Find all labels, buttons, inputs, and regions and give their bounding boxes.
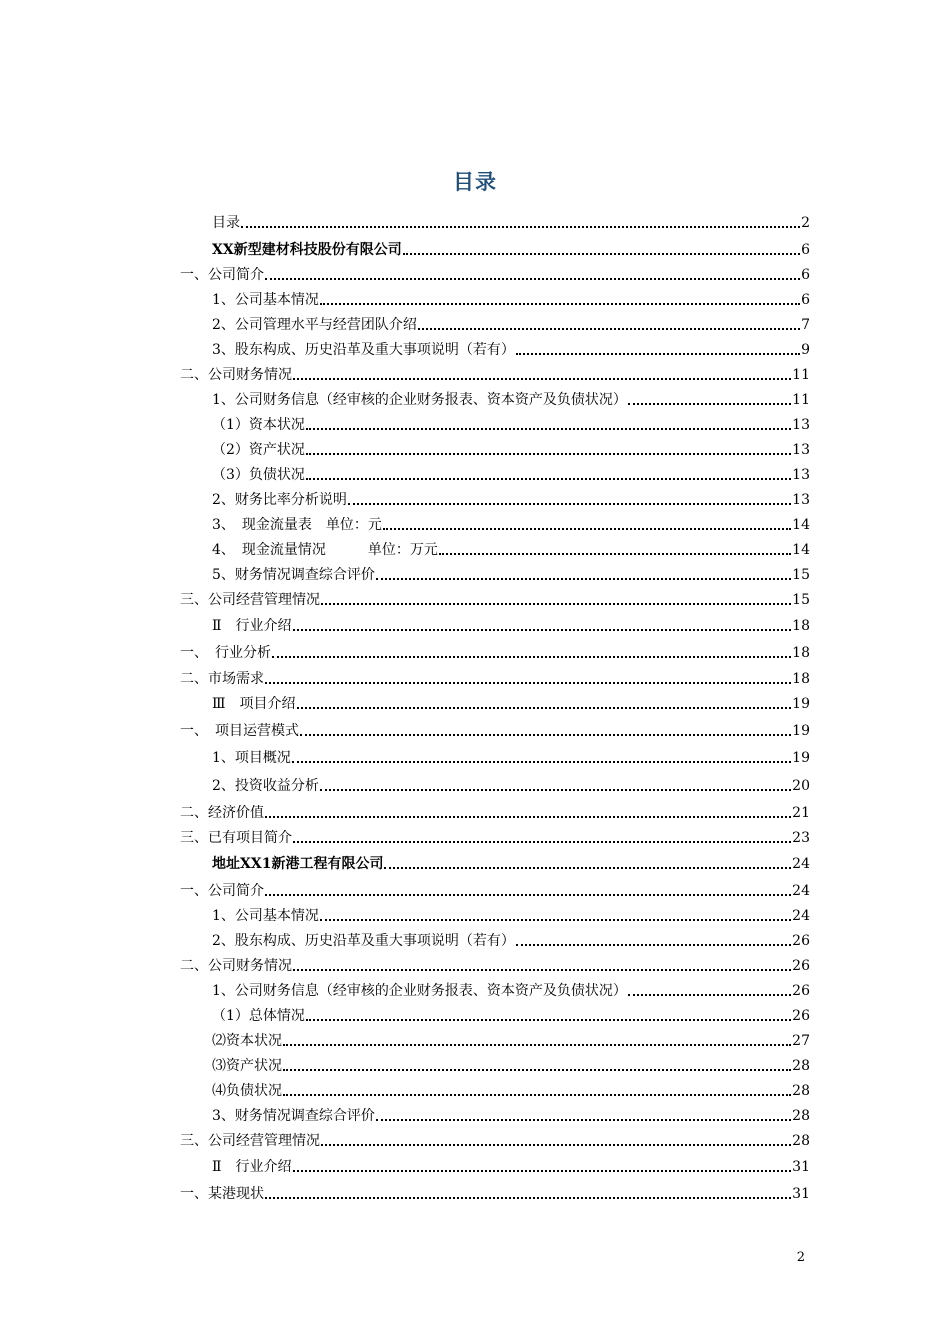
toc-entry[interactable]: [180, 287, 810, 309]
toc-entry-text: 一、公司简介: [180, 883, 264, 899]
toc-leader-dots: [418, 328, 800, 330]
toc-entry[interactable]: [180, 210, 810, 232]
toc-entry[interactable]: [180, 1154, 810, 1176]
toc-entry[interactable]: [180, 337, 810, 359]
toc-entry-page: 26: [792, 983, 810, 999]
toc-entry[interactable]: [180, 928, 810, 950]
toc-leader-dots: [283, 1094, 791, 1096]
toc-leader-dots: [265, 894, 791, 896]
toc-entry[interactable]: [180, 462, 810, 484]
toc-entry-text: 一、某港现状: [180, 1186, 264, 1202]
toc-entry-text: 目录: [212, 215, 240, 231]
toc-leader-dots: [265, 278, 800, 280]
toc-entry-text: （1）总体情况: [212, 1008, 305, 1024]
toc-entry-text: （1）资本状况: [212, 417, 305, 433]
toc-leader-dots: [384, 867, 791, 869]
toc-entry[interactable]: [180, 773, 810, 795]
toc-leader-dots: [265, 816, 791, 818]
toc-entry[interactable]: [180, 691, 810, 713]
toc-entry-page: 28: [792, 1058, 810, 1074]
toc-entry-page: 6: [801, 242, 810, 258]
toc-entry-text: 三、已有项目简介: [180, 830, 292, 846]
toc-leader-dots: [306, 478, 791, 480]
toc-entry[interactable]: [180, 878, 810, 900]
toc-entry-text: 5、财务情况调查综合评价: [212, 567, 375, 583]
toc-entry-page: 19: [792, 723, 810, 739]
toc-entry[interactable]: [180, 1103, 810, 1125]
toc-entry-page: 24: [792, 883, 810, 899]
toc-entry-text: 3、财务情况调查综合评价: [212, 1108, 375, 1124]
toc-entry[interactable]: [180, 562, 810, 584]
toc-entry-page: 11: [792, 367, 810, 383]
toc-leader-dots: [516, 353, 800, 355]
toc-entry-page: 13: [792, 467, 810, 483]
toc-entry-text: 3、 现金流量表 单位：元: [212, 517, 382, 533]
toc-entry-text: 2、投资收益分析: [212, 778, 319, 794]
toc-entry-page: 15: [792, 567, 810, 583]
toc-entry-text: 1、项目概况: [212, 750, 291, 766]
toc-entry-page: 24: [792, 856, 810, 872]
toc-leader-dots: [293, 629, 792, 631]
page-number: 2: [796, 1250, 805, 1265]
toc-entry-page: 21: [792, 805, 810, 821]
toc-entry[interactable]: [180, 1078, 810, 1100]
toc-entry-page: 19: [792, 696, 810, 712]
toc-leader-dots: [293, 378, 791, 380]
toc-entry[interactable]: [180, 640, 810, 662]
toc-entry-text: Ⅲ 项目介绍: [212, 696, 296, 712]
toc-leader-dots: [306, 428, 791, 430]
toc-leader-dots: [320, 303, 800, 305]
toc-entry-page: 24: [792, 908, 810, 924]
toc-entry-page: 9: [801, 342, 810, 358]
toc-entry-text: 二、市场需求: [180, 671, 264, 687]
toc-entry[interactable]: [180, 512, 810, 534]
toc-entry-text: 2、财务比率分析说明: [212, 492, 347, 508]
toc-entry-text: 3、股东构成、历史沿革及重大事项说明（若有）: [212, 342, 515, 358]
toc-entry-page: 26: [792, 958, 810, 974]
toc-entry-text: 1、公司财务信息（经审核的企业财务报表、资本资产及负债状况）: [212, 983, 627, 999]
toc-entry[interactable]: [180, 387, 810, 409]
toc-leader-dots: [320, 919, 791, 921]
toc-leader-dots: [321, 1144, 791, 1146]
toc-entry-text: 1、公司基本情况: [212, 292, 319, 308]
toc-entry-text: 4、 现金流量情况 单位：万元: [212, 542, 438, 558]
toc-entry-text: 1、公司基本情况: [212, 908, 319, 924]
toc-entry-page: 18: [792, 645, 810, 661]
toc-leader-dots: [300, 734, 791, 736]
toc-entry-page: 26: [792, 1008, 810, 1024]
toc-title: 目录: [453, 170, 497, 194]
toc-leader-dots: [376, 1119, 791, 1121]
toc-entry-page: 27: [792, 1033, 810, 1049]
toc-entry-text: 一、 项目运营模式: [180, 723, 299, 739]
toc-entry-text: ⑶资产状况: [212, 1058, 282, 1074]
toc-entry-page: 28: [792, 1133, 810, 1149]
toc-entry[interactable]: [180, 613, 810, 635]
toc-leader-dots: [628, 994, 791, 996]
toc-entry-text: 一、公司简介: [180, 267, 264, 283]
toc-entry-page: 13: [792, 492, 810, 508]
toc-leader-dots: [293, 969, 791, 971]
toc-entry-text: 二、经济价值: [180, 805, 264, 821]
toc-entry-text: 二、公司财务情况: [180, 367, 292, 383]
toc-entry-page: 18: [792, 671, 810, 687]
toc-leader-dots: [283, 1069, 791, 1071]
toc-entry-page: 13: [792, 417, 810, 433]
toc-entry-page: 20: [792, 778, 810, 794]
toc-leader-dots: [283, 1044, 791, 1046]
toc-leader-dots: [265, 682, 791, 684]
toc-leader-dots: [439, 553, 791, 555]
toc-entry-page: 6: [801, 267, 810, 283]
toc-entry-text: 1、公司财务信息（经审核的企业财务报表、资本资产及负债状况）: [212, 392, 627, 408]
toc-entry-page: 26: [792, 933, 810, 949]
toc-entry-text: 地址XX1新港工程有限公司: [212, 856, 384, 872]
toc-entry-text: 一、 行业分析: [180, 645, 271, 661]
toc-entry[interactable]: [180, 537, 810, 559]
toc-entry-page: 31: [792, 1186, 810, 1202]
toc-entry[interactable]: [180, 237, 810, 259]
toc-entry[interactable]: [180, 903, 810, 925]
toc-entry[interactable]: [180, 851, 810, 873]
toc-entry[interactable]: [180, 800, 810, 822]
toc-leader-dots: [403, 253, 800, 255]
toc-leader-dots: [272, 656, 791, 658]
toc-entry-page: 23: [792, 830, 810, 846]
toc-entry[interactable]: [180, 412, 810, 434]
toc-entry-page: 2: [801, 215, 810, 231]
toc-entry[interactable]: [180, 587, 810, 609]
toc-leader-dots: [306, 1019, 791, 1021]
toc-entry-text: XX新型建材科技股份有限公司: [212, 242, 402, 258]
toc-entry[interactable]: [180, 718, 810, 740]
toc-entry[interactable]: [180, 1128, 810, 1150]
toc-entry-page: 15: [792, 592, 810, 608]
toc-leader-dots: [376, 578, 791, 580]
toc-entry-page: 14: [792, 517, 810, 533]
toc-leader-dots: [383, 528, 791, 530]
toc-entry-text: 2、公司管理水平与经营团队介绍: [212, 317, 417, 333]
toc-leader-dots: [628, 403, 791, 405]
toc-leader-dots: [321, 603, 791, 605]
toc-entry-page: 6: [801, 292, 810, 308]
toc-leader-dots: [293, 841, 791, 843]
toc-entry[interactable]: [180, 1053, 810, 1075]
toc-entry-text: 三、公司经营管理情况: [180, 592, 320, 608]
toc-entry[interactable]: [180, 666, 810, 688]
toc-entry-page: 7: [801, 317, 810, 333]
toc-leader-dots: [320, 789, 791, 791]
toc-entry[interactable]: [180, 262, 810, 284]
toc-entry[interactable]: [180, 1028, 810, 1050]
toc-entry[interactable]: [180, 362, 810, 384]
toc-entry-text: （3）负债状况: [212, 467, 305, 483]
toc-entry-text: 2、股东构成、历史沿革及重大事项说明（若有）: [212, 933, 515, 949]
toc-leader-dots: [516, 944, 791, 946]
toc-entry-page: 31: [792, 1159, 810, 1175]
toc-entry-page: 18: [792, 618, 810, 634]
toc-entry-text: Ⅱ 行业介绍: [212, 618, 292, 634]
toc-entry[interactable]: [180, 1003, 810, 1025]
toc-entry-text: Ⅱ 行业介绍: [212, 1159, 292, 1175]
toc-entry-text: 三、公司经营管理情况: [180, 1133, 320, 1149]
toc-entry[interactable]: [180, 978, 810, 1000]
toc-entry-text: 二、公司财务情况: [180, 958, 292, 974]
toc-leader-dots: [297, 707, 792, 709]
toc-entry-page: 28: [792, 1108, 810, 1124]
toc-entry[interactable]: [180, 825, 810, 847]
toc-entry[interactable]: [180, 487, 810, 509]
toc-entry[interactable]: [180, 953, 810, 975]
toc-entry-text: ⑷负债状况: [212, 1083, 282, 1099]
toc-entry-page: 14: [792, 542, 810, 558]
toc-leader-dots: [293, 1170, 792, 1172]
toc-entry-text: （2）资产状况: [212, 442, 305, 458]
toc-leader-dots: [265, 1197, 791, 1199]
toc-entry-page: 11: [792, 392, 810, 408]
toc-entry-page: 13: [792, 442, 810, 458]
toc-leader-dots: [348, 503, 791, 505]
toc-entry-page: 28: [792, 1083, 810, 1099]
toc-leader-dots: [241, 226, 800, 228]
toc-entry-text: ⑵资本状况: [212, 1033, 282, 1049]
toc-entry[interactable]: [180, 437, 810, 459]
toc-entry-page: 19: [792, 750, 810, 766]
toc-leader-dots: [306, 453, 791, 455]
toc-leader-dots: [292, 761, 791, 763]
toc-entry[interactable]: [180, 745, 810, 767]
toc-entry[interactable]: [180, 1181, 810, 1203]
toc-entry[interactable]: [180, 312, 810, 334]
